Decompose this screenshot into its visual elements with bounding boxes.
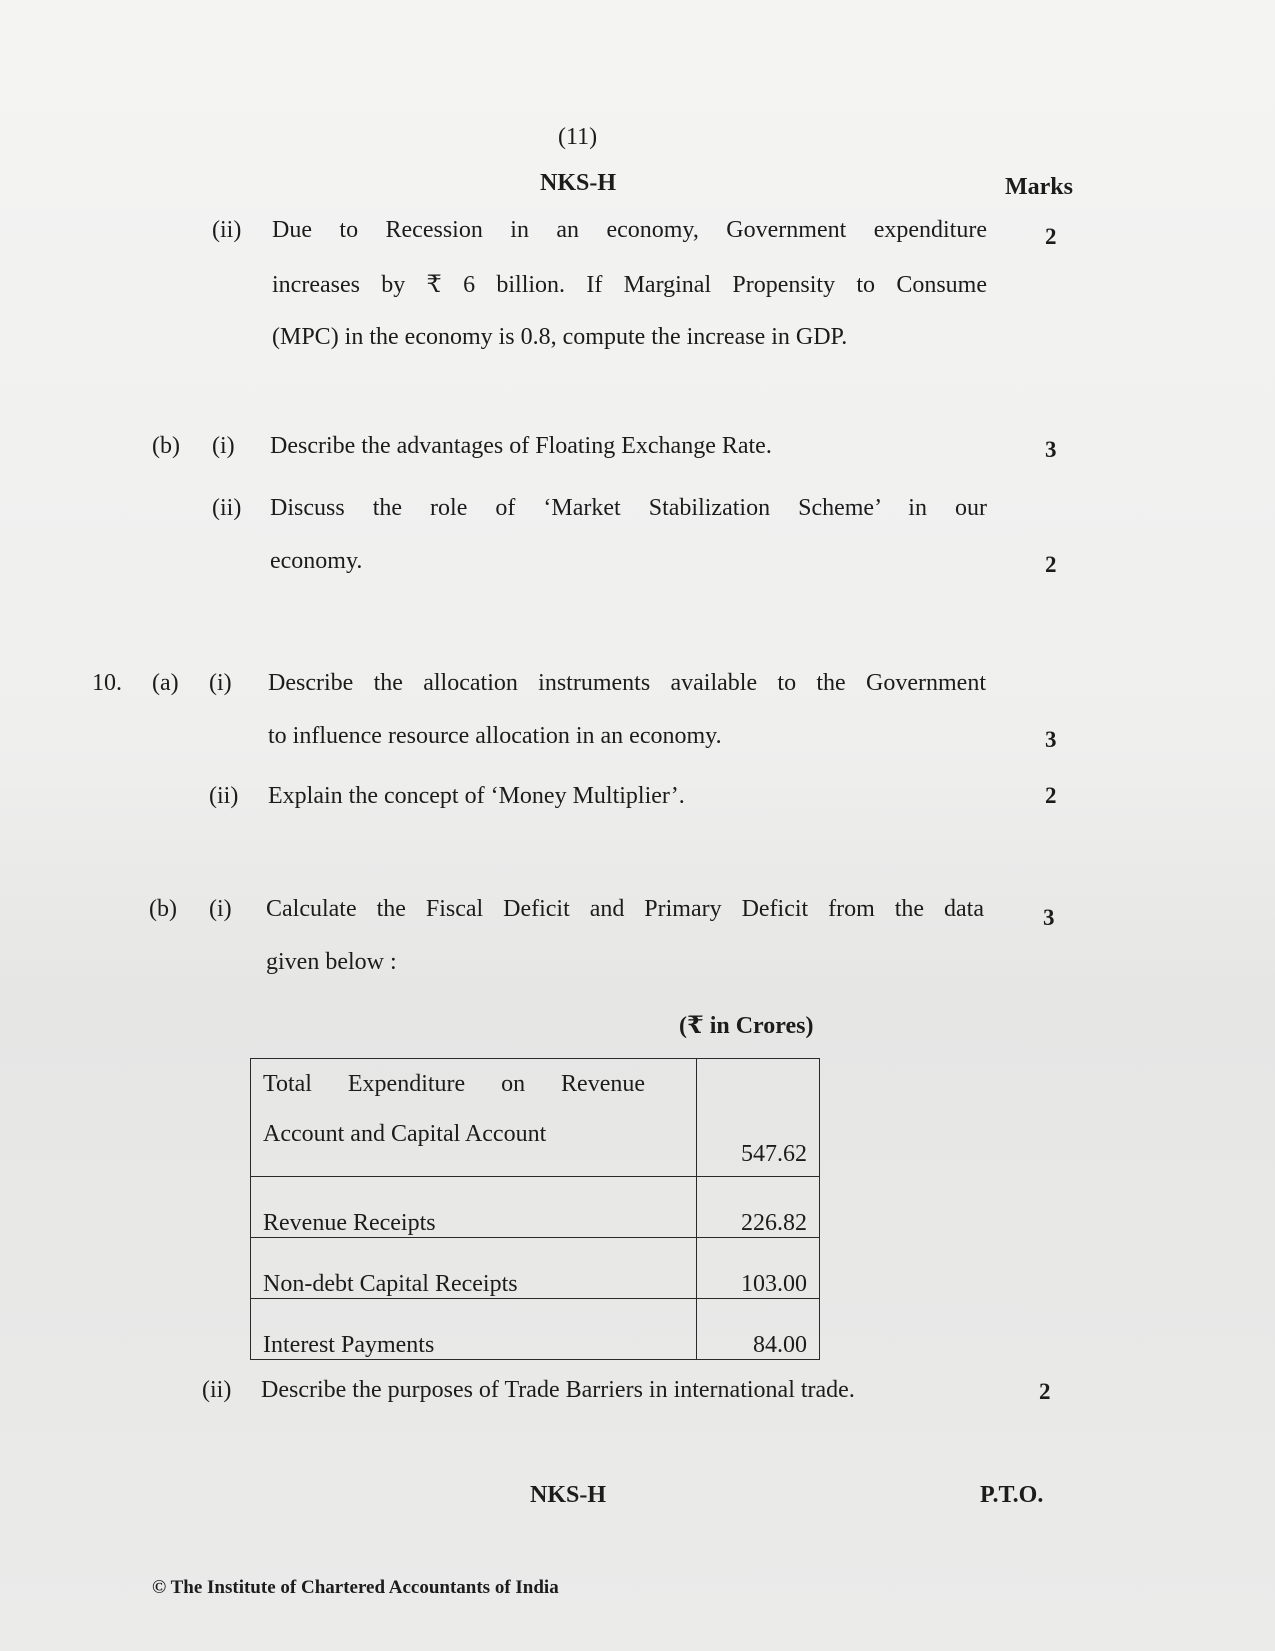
q9b-ii-line-1: Discuss the role of ‘Market Stabilization Scheme’ in our: [270, 495, 987, 521]
q10b-i-line-2: given below :: [266, 949, 397, 975]
footer-pto: P.T.O.: [980, 1482, 1044, 1508]
table-label-line-1: Total Expenditure on Revenue: [263, 1071, 645, 1097]
q10a-i-line-1: Describe the allocation instruments available to the Government: [268, 670, 986, 696]
q9b-i-text: Describe the advantages of Floating Exchange Rate.: [270, 433, 772, 459]
table-row: [251, 1299, 820, 1360]
deficit-data-table: [250, 1058, 820, 1360]
paper-code: NKS-H: [540, 170, 617, 196]
q10b-ii-number: (ii): [202, 1377, 232, 1403]
table-label-line-2: Account and Capital Account: [263, 1121, 547, 1147]
q10b-ii-marks: 2: [1039, 1379, 1051, 1404]
q10a-i-line-2: to influence resource allocation in an economy.: [268, 723, 722, 749]
q10a-ii-text: Explain the concept of ‘Money Multiplier’.: [268, 783, 685, 809]
q10a-ii-marks: 2: [1045, 783, 1057, 808]
q9b-ii-line-2: economy.: [270, 548, 363, 574]
q10b-i-marks: 3: [1043, 905, 1055, 930]
q9b-ii-marks: 2: [1045, 552, 1057, 577]
table-row: [251, 1238, 820, 1299]
q10b-ii-text: Describe the purposes of Trade Barriers in international trade.: [261, 1377, 855, 1403]
q9a-ii-marks: 2: [1045, 224, 1057, 249]
table-cell-label: [251, 1059, 697, 1177]
q10a-label: (a): [152, 670, 179, 696]
q10a-i-number: (i): [209, 670, 232, 696]
table-cell-label: Revenue Receipts: [251, 1177, 697, 1238]
q9b-label: (b): [152, 433, 180, 459]
table-cell-label: Non-debt Capital Receipts: [251, 1238, 697, 1299]
q9b-i-number: (i): [212, 433, 235, 459]
q9b-i-marks: 3: [1045, 437, 1057, 462]
q9a-ii-line-2: increases by ₹ 6 billion. If Marginal Propensity to Consume: [272, 272, 987, 298]
q10-number: 10.: [92, 670, 122, 696]
q9a-ii-number: (ii): [212, 217, 242, 243]
table-row: [251, 1177, 820, 1238]
table-cell-value: 103.00: [697, 1238, 820, 1299]
table-unit: (₹ in Crores): [679, 1013, 814, 1039]
q9a-ii-line-3: (MPC) in the economy is 0.8, compute the increase in GDP.: [272, 324, 848, 350]
table-cell-value: 547.62: [697, 1059, 820, 1177]
q9a-ii-line-1: Due to Recession in an economy, Government expenditure: [272, 217, 987, 243]
table-cell-value: 84.00: [697, 1299, 820, 1360]
table-cell-label: Interest Payments: [251, 1299, 697, 1360]
table-row: [251, 1059, 820, 1177]
q9b-ii-number: (ii): [212, 495, 242, 521]
q10a-i-marks: 3: [1045, 727, 1057, 752]
table-cell-value: 226.82: [697, 1177, 820, 1238]
q10b-i-line-1: Calculate the Fiscal Deficit and Primary Deficit from the data: [266, 896, 984, 922]
q10b-i-number: (i): [209, 896, 232, 922]
marks-heading: Marks: [1005, 174, 1073, 200]
footer-paper-code: NKS-H: [530, 1482, 607, 1508]
footer-copyright: © The Institute of Chartered Accountants of India: [152, 1577, 559, 1598]
q10a-ii-number: (ii): [209, 783, 239, 809]
q10b-label: (b): [149, 896, 177, 922]
page-number: (11): [558, 124, 598, 150]
